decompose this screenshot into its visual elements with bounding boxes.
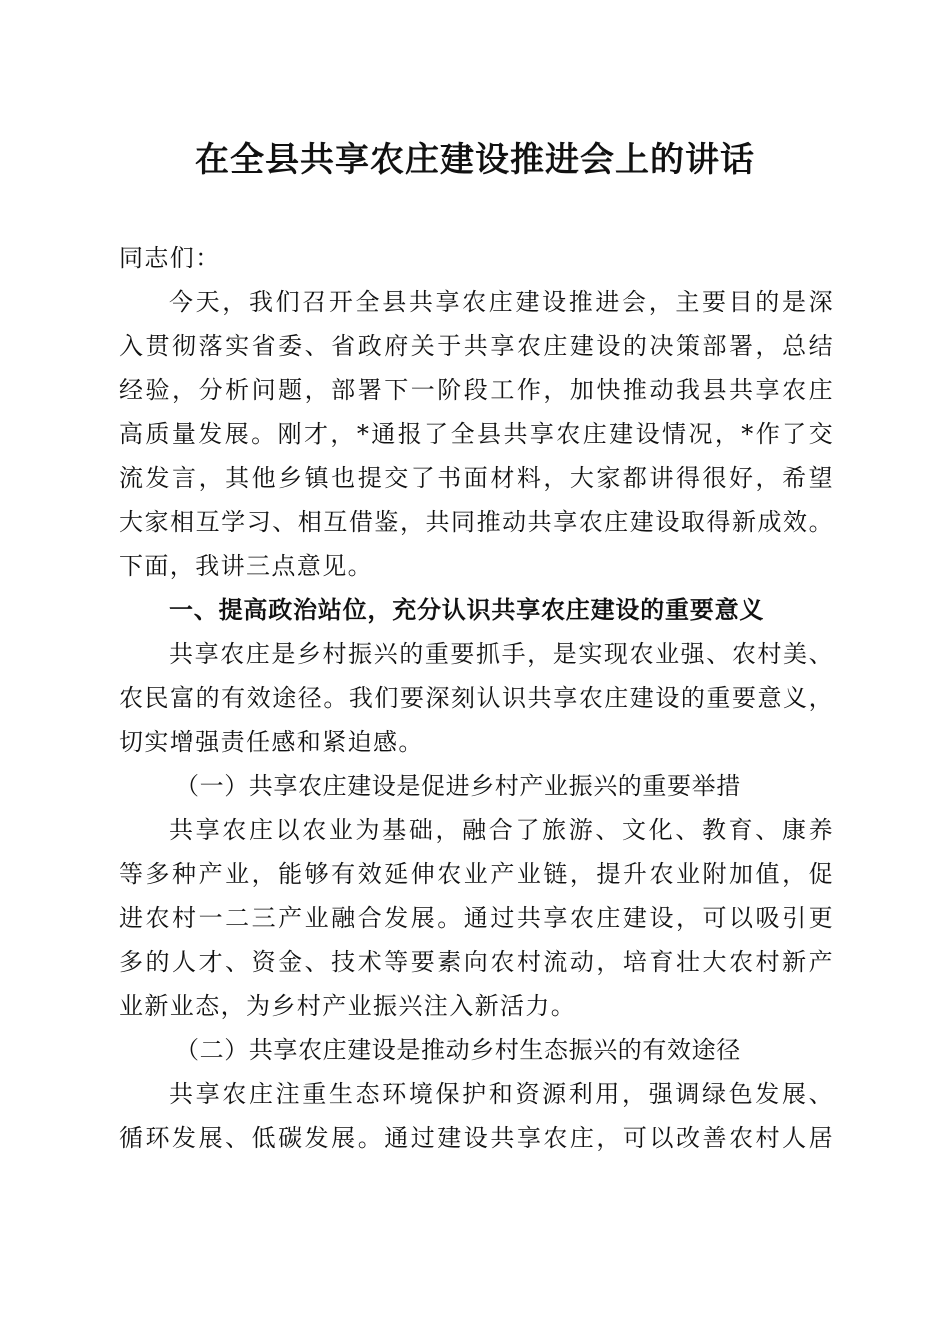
subsection-paragraph <box>119 808 834 1028</box>
paragraph-line: 切实增强责任感和紧迫感。 <box>119 728 424 756</box>
paragraph-line: 农民富的有效途径。我们要深刻认识共享农庄建设的重要意义， <box>119 684 834 712</box>
document-title: 在全县共享农庄建设推进会上的讲话 <box>195 140 755 180</box>
subsection-paragraph <box>119 1072 834 1160</box>
section-paragraph <box>119 632 834 764</box>
intro-line: 入贯彻落实省委、省政府关于共享农庄建设的决策部署，总结 <box>119 332 834 360</box>
document-body <box>119 236 834 1160</box>
paragraph-line: 共享农庄是乡村振兴的重要抓手，是实现农业强、农村美、 <box>169 640 834 668</box>
paragraph-line: 业新业态，为乡村产业振兴注入新活力。 <box>119 992 577 1020</box>
paragraph-line: 等多种产业，能够有效延伸农业产业链，提升农业附加值，促 <box>119 860 834 888</box>
salutation: 同志们： <box>119 244 221 272</box>
intro-line: 经验，分析问题，部署下一阶段工作，加快推动我县共享农庄 <box>119 376 834 404</box>
paragraph-line: 进农村一二三产业融合发展。通过共享农庄建设，可以吸引更 <box>119 904 834 932</box>
subsection-heading: （一）共享农庄建设是促进乡村产业振兴的重要举措 <box>175 772 741 800</box>
section-heading: 一、提高政治站位，充分认识共享农庄建设的重要意义 <box>169 595 765 624</box>
paragraph-line: 共享农庄以农业为基础，融合了旅游、文化、教育、康养 <box>169 816 834 844</box>
subsection-heading: （二）共享农庄建设是推动乡村生态振兴的有效途径 <box>175 1036 741 1064</box>
paragraph-line: 共享农庄注重生态环境保护和资源利用，强调绿色发展、 <box>169 1080 834 1108</box>
paragraph-line: 循环发展、低碳发展。通过建设共享农庄，可以改善农村人居 <box>119 1124 834 1152</box>
intro-paragraph <box>119 280 834 588</box>
intro-line: 高质量发展。刚才，*通报了全县共享农庄建设情况，*作了交 <box>119 420 834 448</box>
intro-line: 大家相互学习、相互借鉴，共同推动共享农庄建设取得新成效。 <box>119 508 834 536</box>
intro-line: 下面，我讲三点意见。 <box>119 552 373 580</box>
intro-line: 流发言，其他乡镇也提交了书面材料，大家都讲得很好，希望 <box>119 464 834 492</box>
paragraph-line: 多的人才、资金、技术等要素向农村流动，培育壮大农村新产 <box>119 948 834 976</box>
intro-line: 今天，我们召开全县共享农庄建设推进会，主要目的是深 <box>169 288 834 316</box>
